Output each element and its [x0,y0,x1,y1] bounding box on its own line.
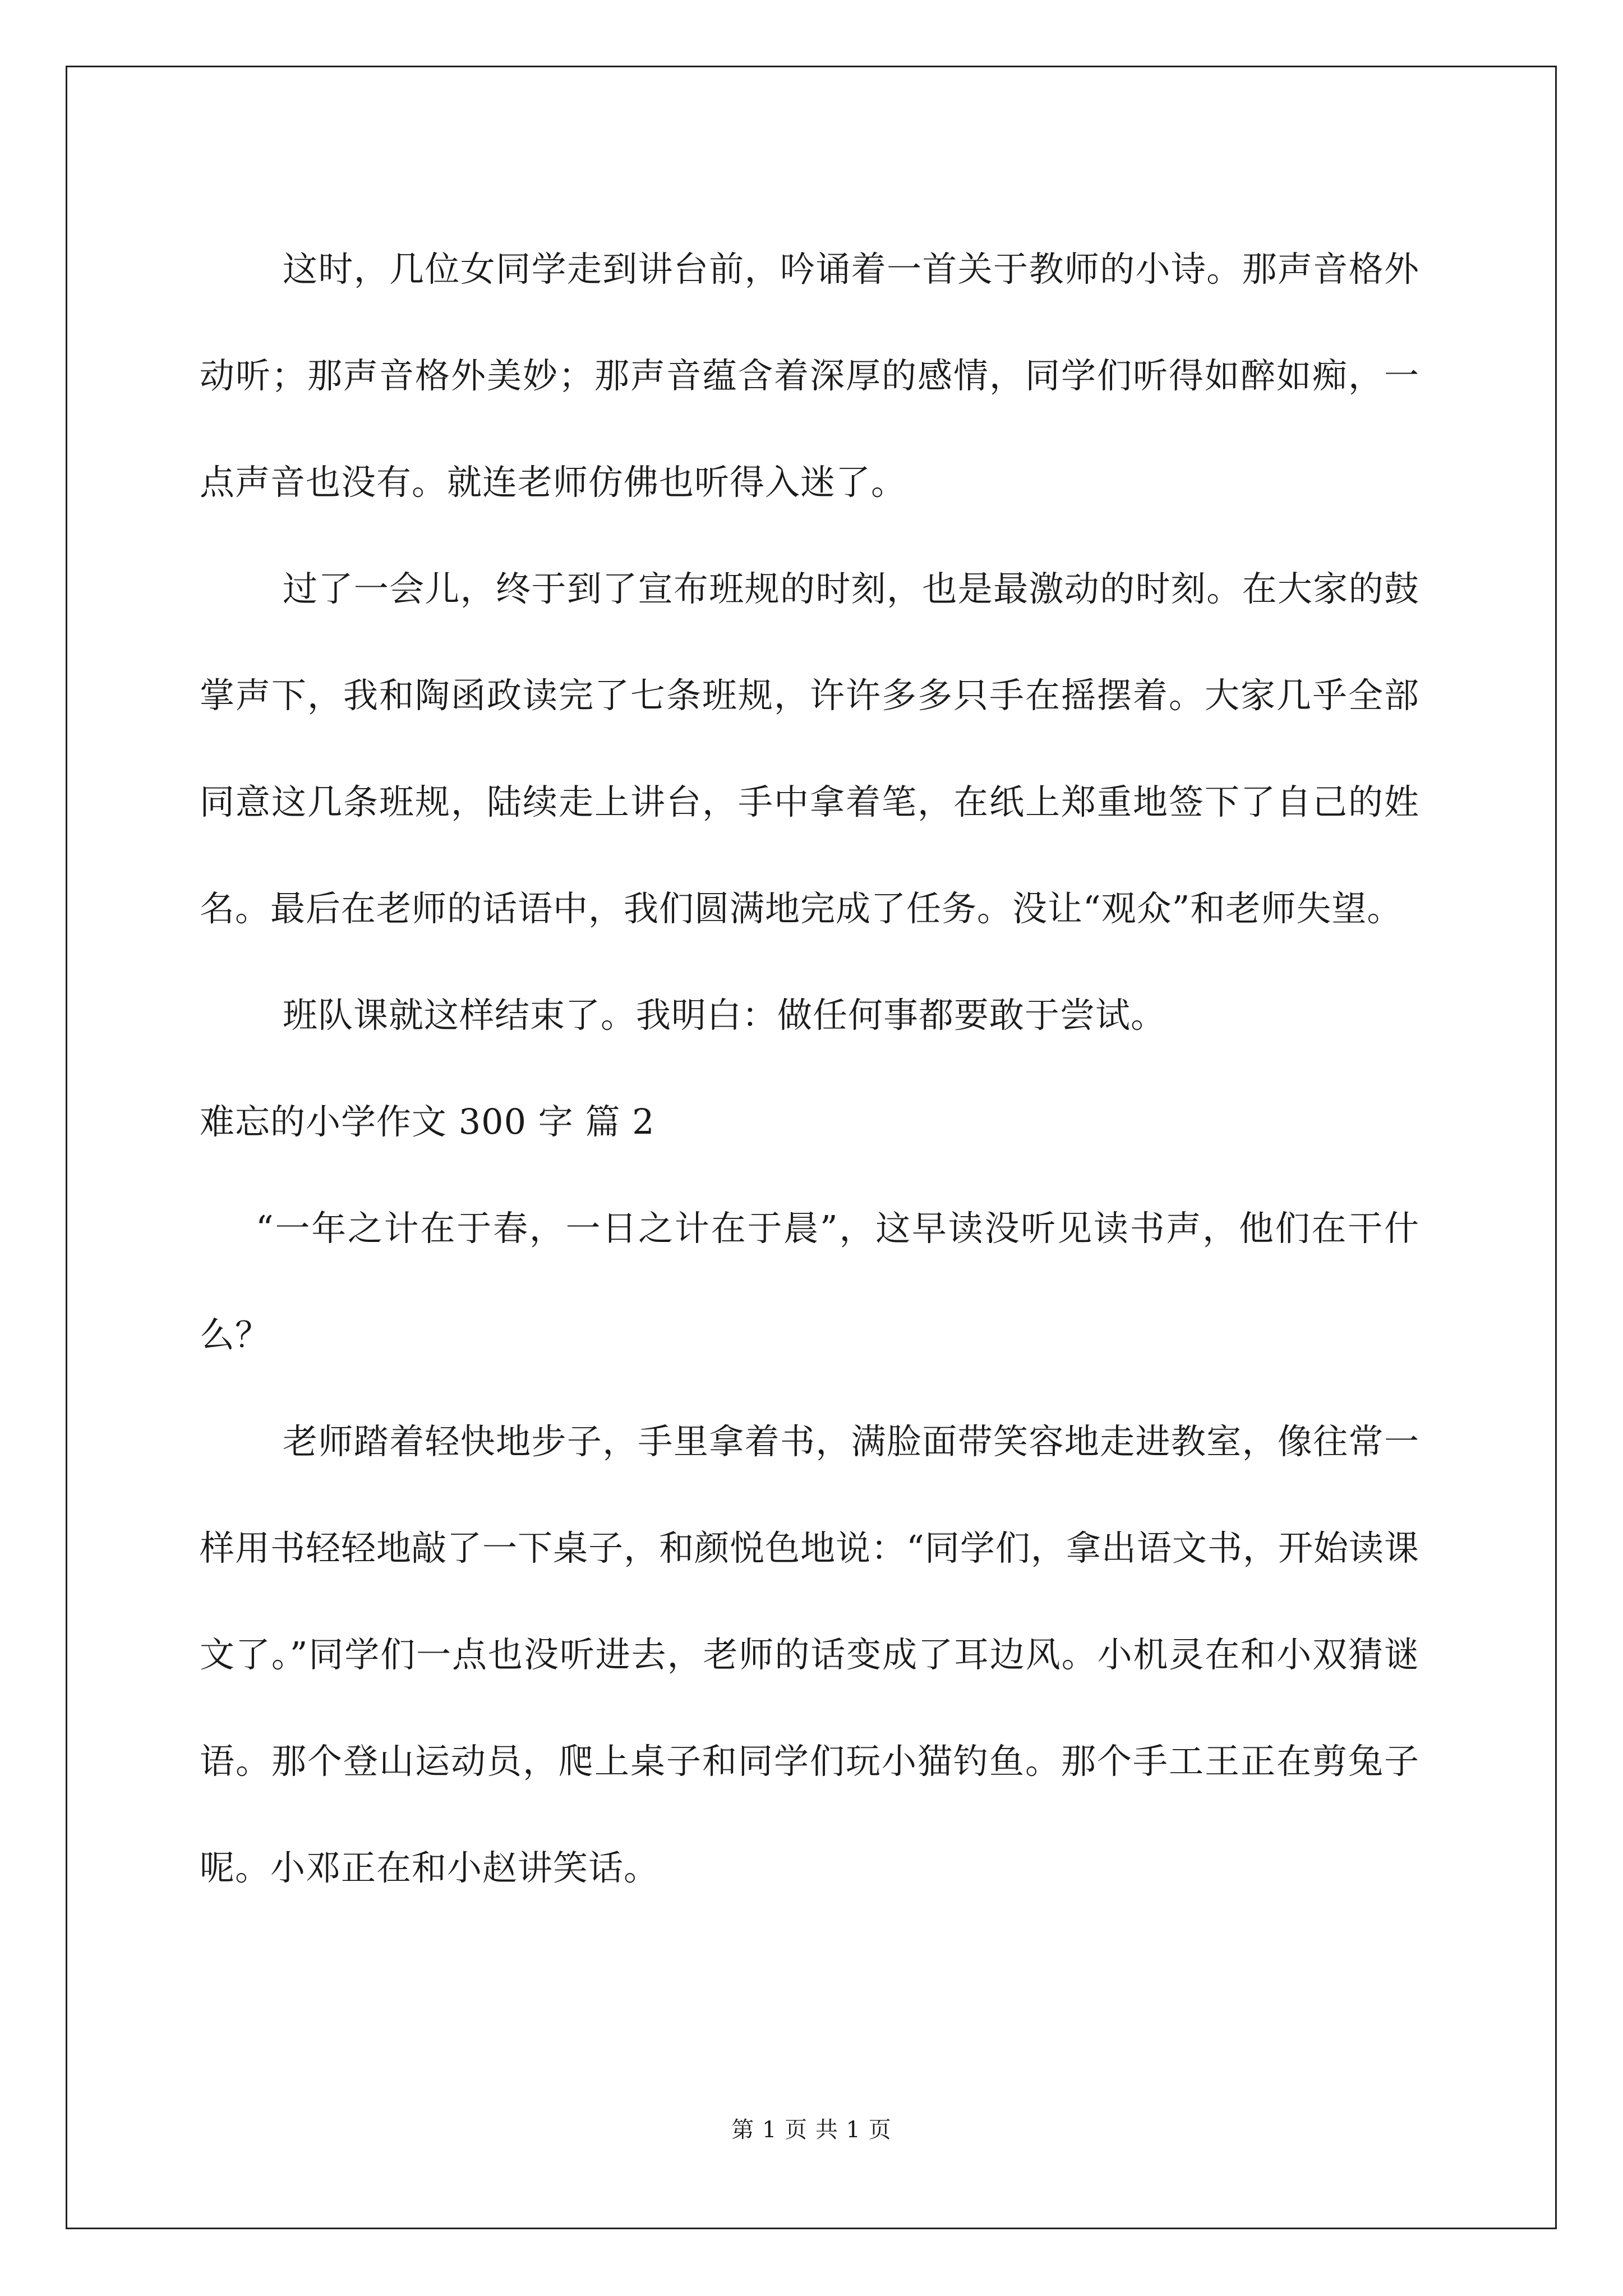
section-heading: 难忘的小学作文 300 字 篇 2 [200,1101,655,1142]
page-footer: 第 1 页 共 1 页 [731,2117,892,2143]
paragraph-class-rules: 过了一会儿，终于到了宣布班规的时刻，也是最激动的时刻。在大家的鼓掌声下，我和陶函政读完了七条班规，许许多多只手在摇摆着。大家几乎全部同意这几条班规，陆续走上讲台，手中拿着笔，在纸上郑重地签下了自己的姓名。最后在老师的话语中，我们圆满地完成了任务。没让“观众”和老师失望。 [200,568,1419,929]
paragraph-recitation: 这时，几位女同学走到讲台前，吟诵着一首关于教师的小诗。那声音格外动听；那声音格外美妙；那声音蕴含着深厚的感情，同学们听得如醉如痴，一点声音也没有。就连老师仿佛也听得入迷了。 [200,249,1419,503]
paragraph-teacher-enters: 老师踏着轻快地步子，手里拿着书，满脸面带笑容地走进教室，像往常一样用书轻轻地敲了一下桌子，和颜悦色地说：“同学们，拿出语文书，开始读课文了。”同学们一点也没听进去，老师的话变成了耳边风。小机灵在和小双猜谜语。那个登山运动员，爬上桌子和同学们玩小猫钓鱼。那个手工王正在剪兔子呢。小邓正在和小赵讲笑话。 [200,1421,1419,1888]
paragraph-morning-reading: “一年之计在于春，一日之计在于晨”，这早读没听见读书声，他们在干什么？ [200,1208,1419,1355]
paragraph-conclusion: 班队课就这样结束了。我明白：做任何事都要敢于尝试。 [283,995,1166,1036]
document-body [200,216,1419,1921]
